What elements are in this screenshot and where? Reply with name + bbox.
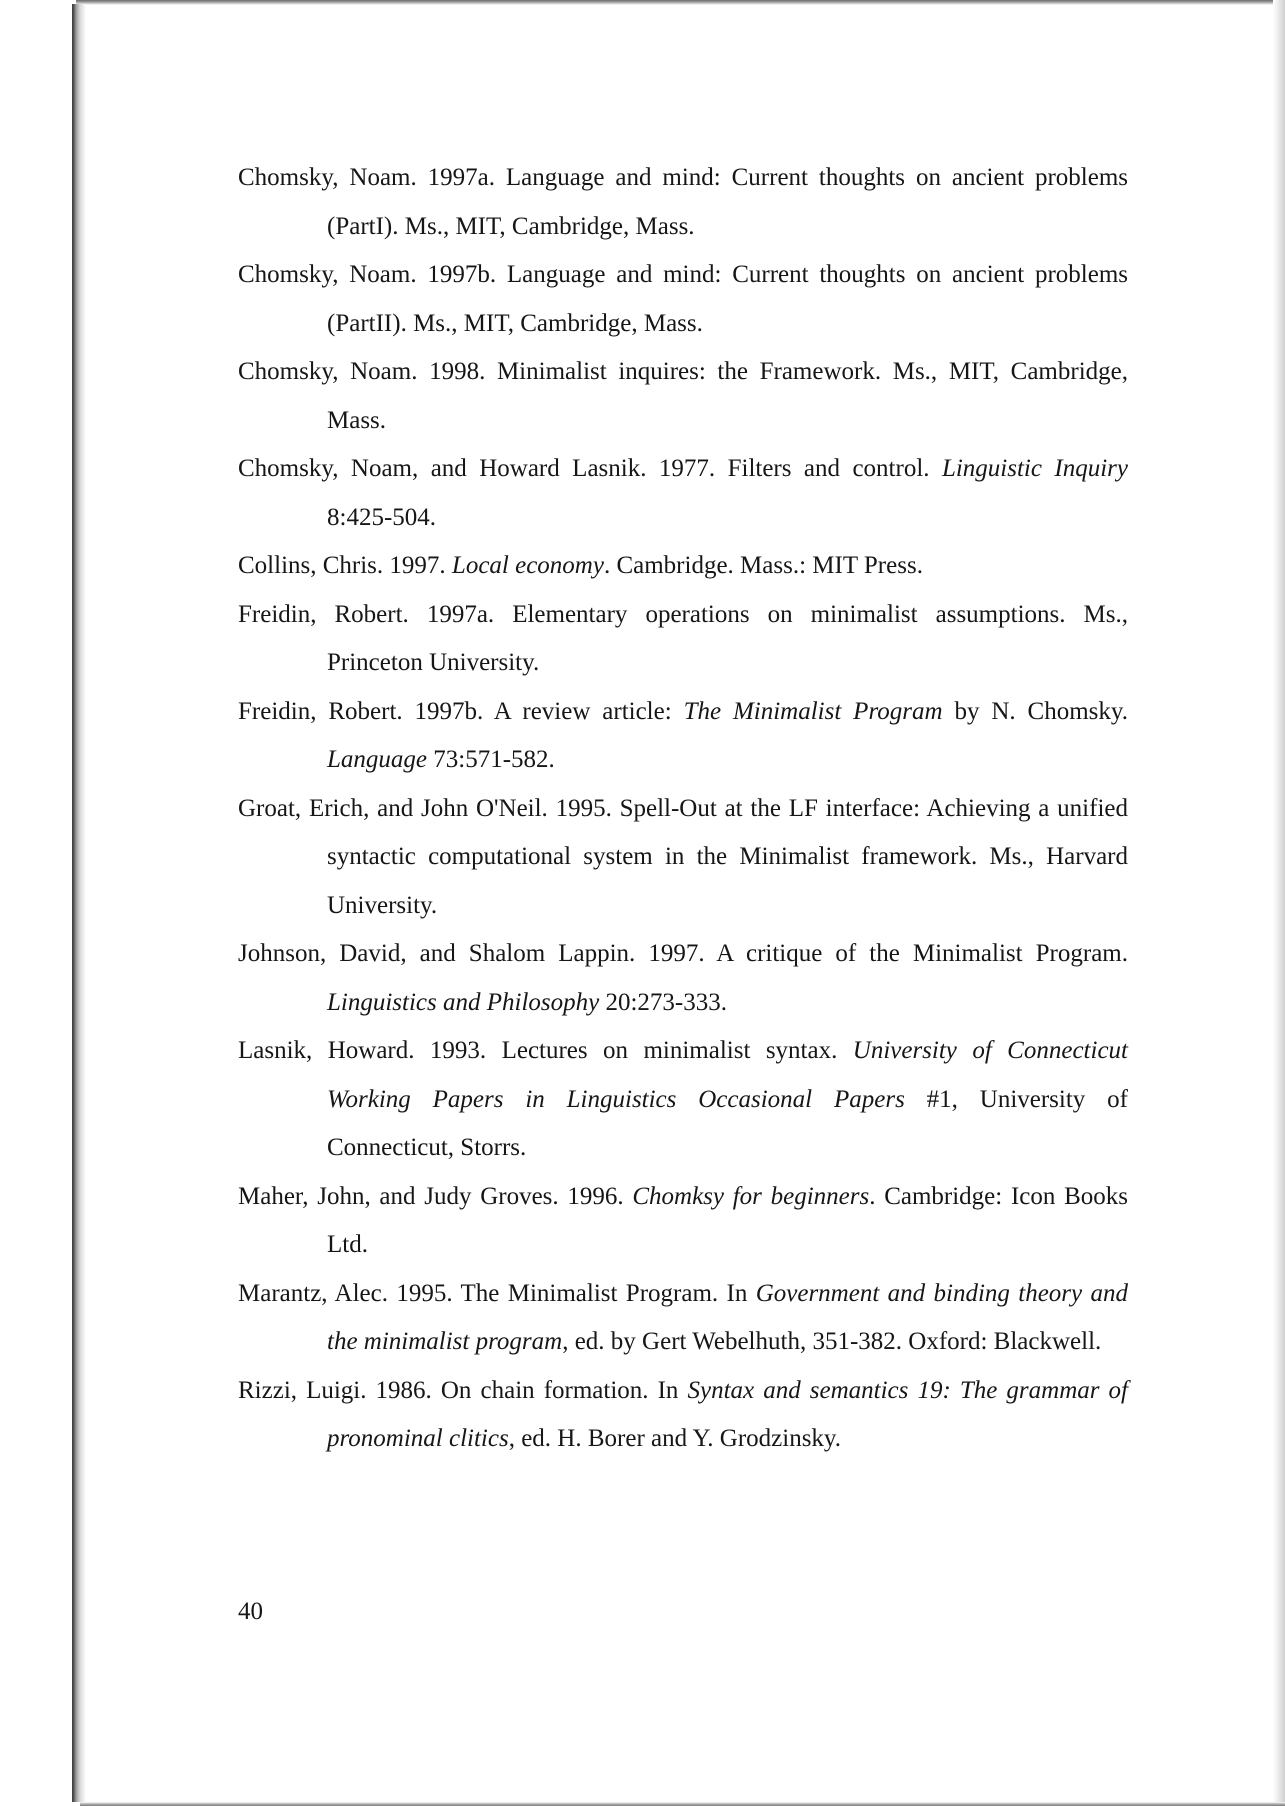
reference-text: Chomsky, Noam. 1998. Minimalist inquires: the Framework. Ms., MIT, Cambridge, Mass. — [238, 358, 1128, 434]
reference-entry — [238, 930, 1128, 1027]
reference-entry — [238, 1367, 1128, 1464]
reference-text: Chomsky, Noam, and Howard Lasnik. 1977. Filters and control. — [238, 455, 942, 482]
reference-entry — [238, 542, 1128, 591]
page-left-edge — [72, 4, 86, 1802]
reference-text: Maher, John, and Judy Groves. 1996. — [238, 1182, 633, 1210]
reference-book-title: Syntax and semantics 19: The grammar of pronominal clitics — [327, 1376, 1128, 1452]
reference-text: , ed. H. Borer and Y. Grodzinsky. — [508, 1425, 842, 1452]
reference-entry — [238, 785, 1128, 931]
reference-text: Freidin, Robert. 1997a. Elementary operations on minimalist assumptions. Ms., Princeton University. — [238, 600, 1128, 676]
reference-text: Chomsky, Noam. 1997b. Language and mind: Current thoughts on ancient problems (PartII). Ms., MIT, Cambridge, Mass. — [238, 261, 1128, 337]
reference-text: 73:571-582. — [427, 746, 555, 773]
reference-list — [238, 154, 1128, 1464]
reference-entry — [238, 1173, 1128, 1270]
reference-entry — [238, 445, 1128, 542]
reference-entry — [238, 154, 1128, 251]
reference-entry — [238, 1027, 1128, 1173]
reference-text: Freidin, Robert. 1997b. A review article: — [238, 697, 684, 725]
reference-book-title: Government and binding theory and the minimalist program — [327, 1279, 1128, 1355]
reference-text: . Cambridge. Mass.: MIT Press. — [603, 552, 923, 579]
reference-text: Groat, Erich, and John O'Neil. 1995. Spell-Out at the LF interface: Achieving a unified syntactic computational system in the Minimalist framework. Ms., Harvard University. — [238, 794, 1128, 919]
reference-entry — [238, 591, 1128, 688]
reference-text: Collins, Chris. 1997. — [238, 552, 452, 579]
reference-text: Marantz, Alec. 1995. The Minimalist Program. In — [238, 1279, 756, 1307]
reference-text: Chomsky, Noam. 1997a. Language and mind: Current thoughts on ancient problems (PartI). Ms., MIT, Cambridge, Mass. — [238, 164, 1128, 240]
reference-book-title: Chomksy for beginners — [632, 1182, 870, 1210]
reference-book-title: Local economy — [451, 552, 604, 579]
page-right-edge — [1273, 0, 1285, 1806]
reference-journal: Linguistics and Philosophy — [327, 988, 600, 1016]
reference-text: #1, University of Connecticut, Storrs. — [327, 1085, 1128, 1161]
reference-text: by N. Chomsky. — [942, 697, 1128, 725]
page-top-edge — [76, 0, 1285, 5]
reference-text: , ed. by Gert Webelhuth, 351-382. Oxford: Blackwell. — [562, 1328, 1102, 1355]
page-bottom-edge — [80, 1802, 1285, 1806]
reference-entry — [238, 688, 1128, 785]
reference-journal: Linguistic Inquiry — [941, 455, 1128, 482]
reference-text: Johnson, David, and Shalom Lappin. 1997. A critique of the Minimalist Program. — [238, 940, 1128, 967]
reference-series-title: University of Connecticut Working Papers in Linguistics Occasional Papers — [327, 1037, 1128, 1113]
reference-text: Rizzi, Luigi. 1986. On chain formation. In — [238, 1376, 688, 1404]
reference-entry — [238, 1270, 1128, 1367]
reference-text: 8:425-504. — [327, 503, 437, 531]
page-number: 40 — [238, 1598, 263, 1625]
reference-text: . Cambridge: Icon Books Ltd. — [327, 1182, 1128, 1258]
reference-text: 20:273-333. — [599, 988, 728, 1016]
reference-book-title: The Minimalist Program — [683, 697, 943, 725]
reference-entry — [238, 348, 1128, 445]
reference-entry — [238, 251, 1128, 348]
reference-journal: Language — [327, 746, 427, 773]
reference-text: Lasnik, Howard. 1993. Lectures on minimalist syntax. — [238, 1037, 853, 1064]
